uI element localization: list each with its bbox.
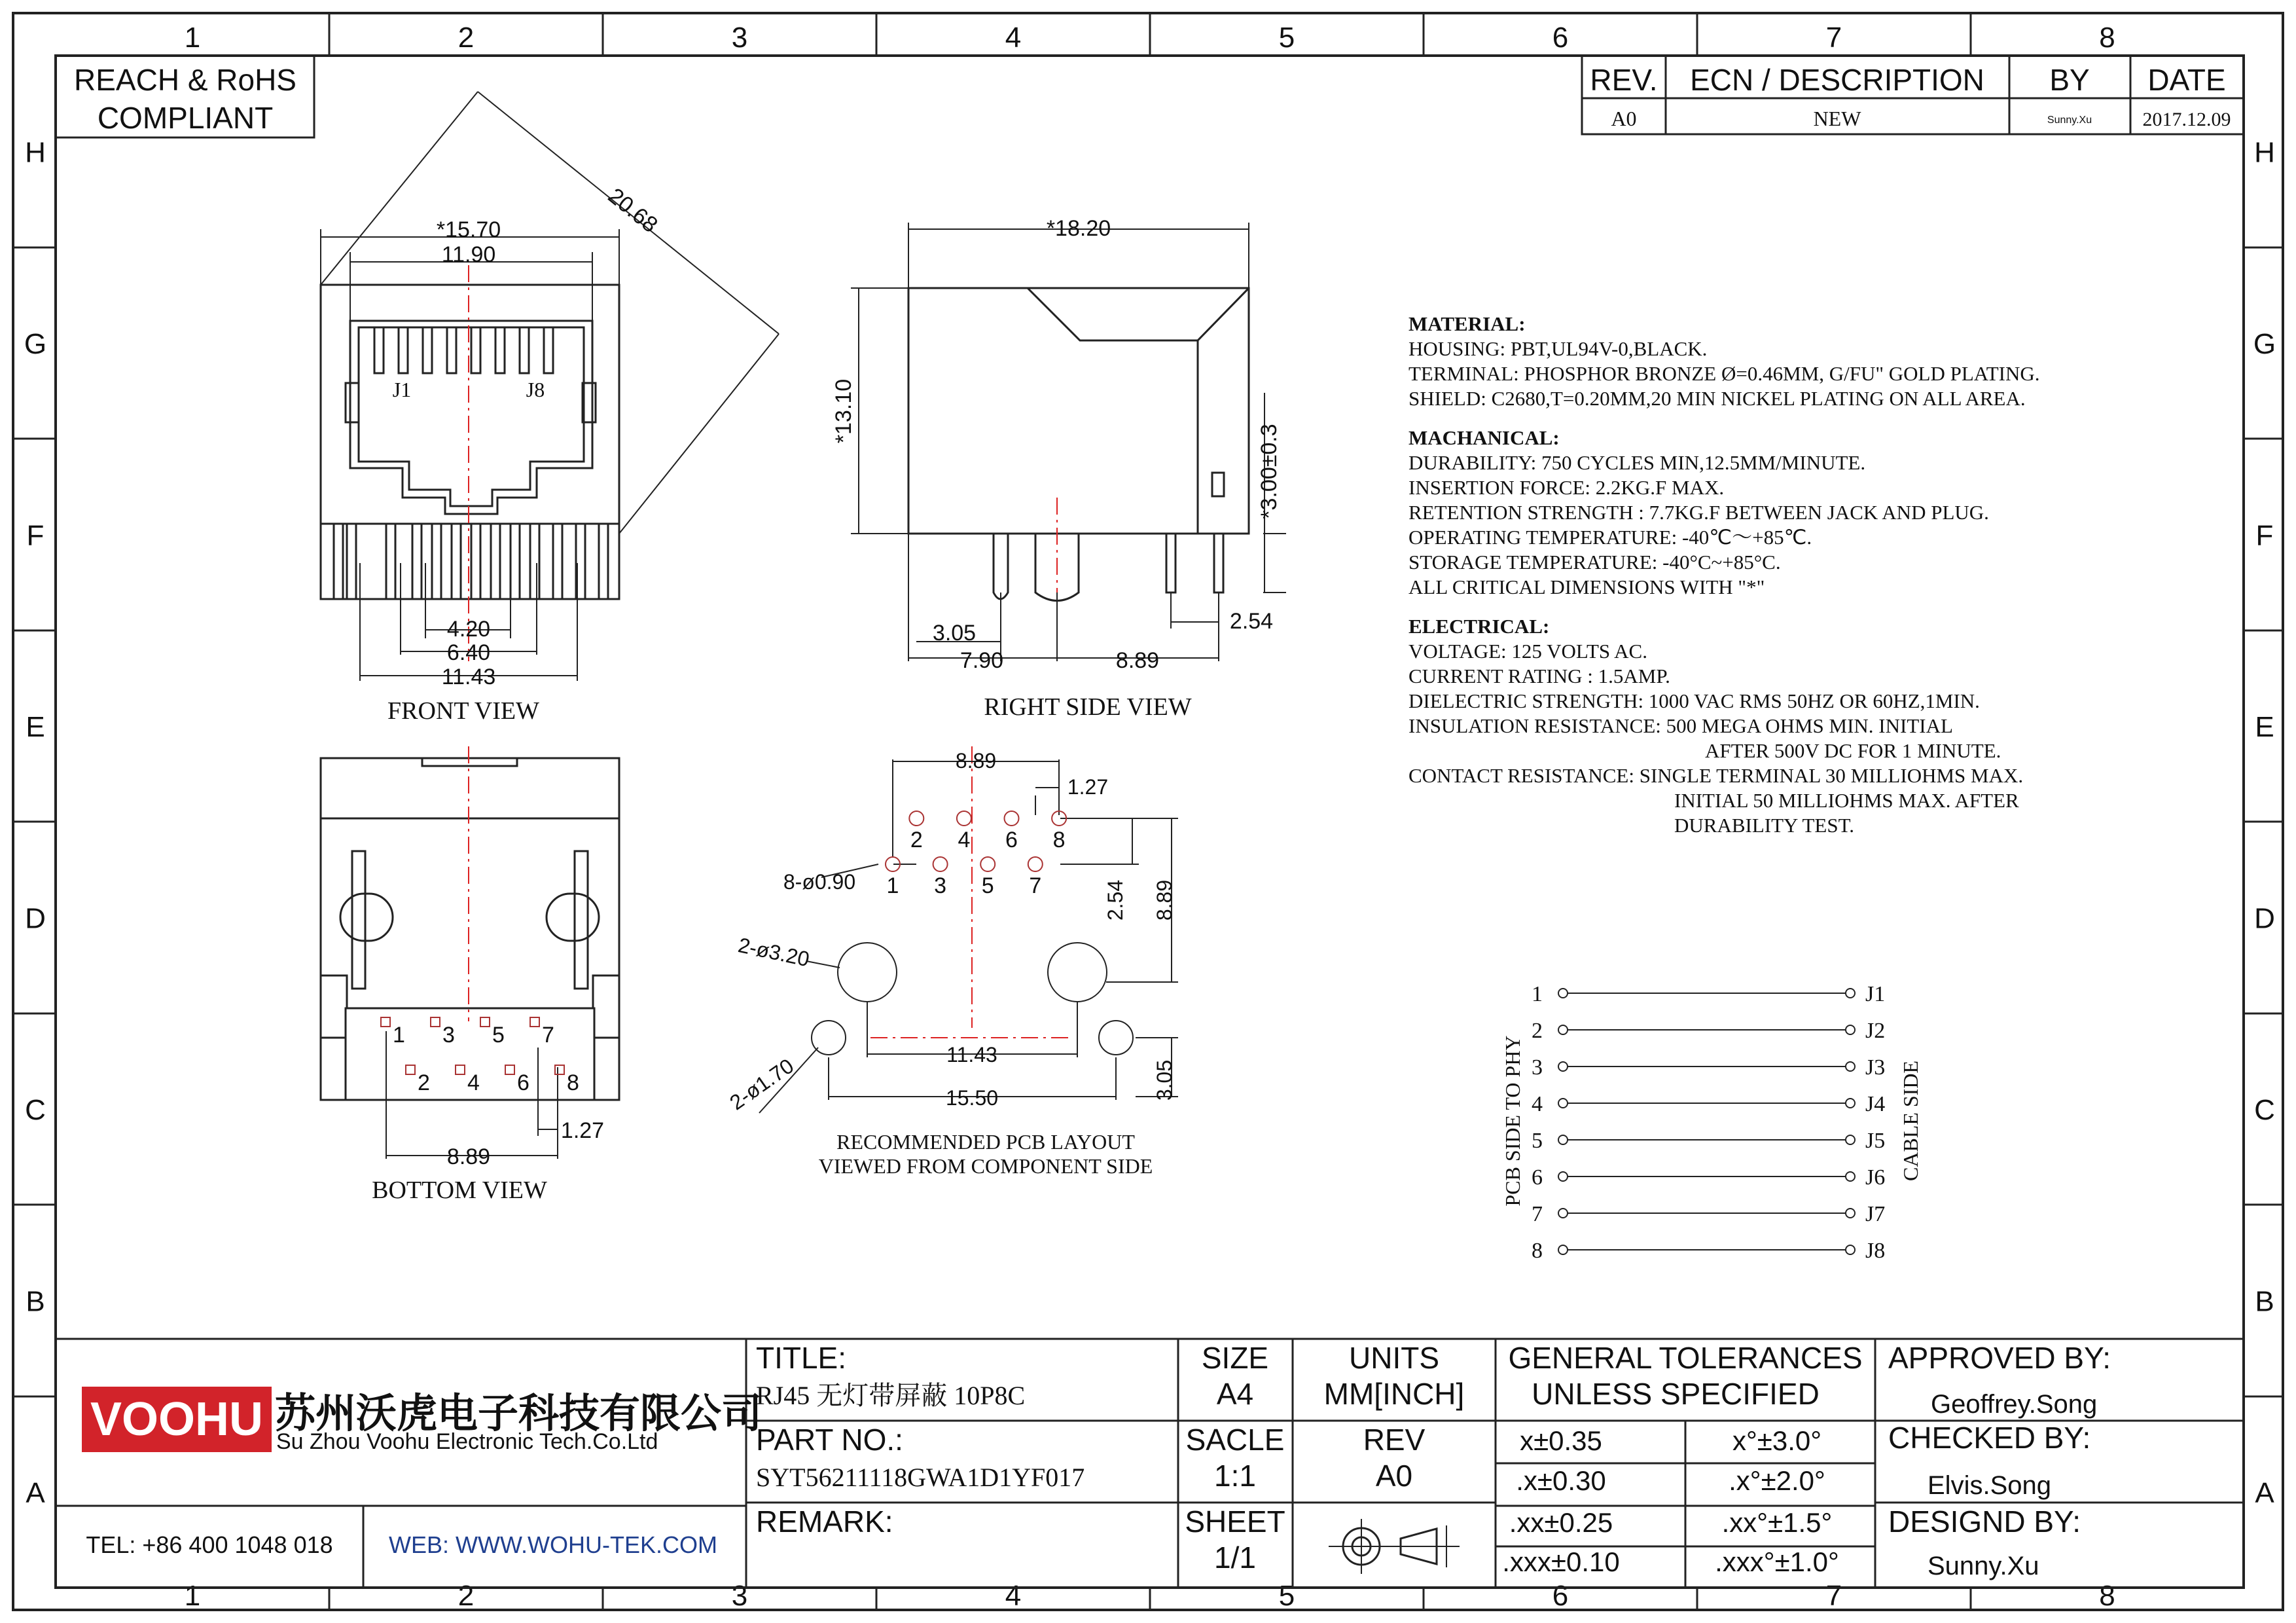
bottom-view-text xyxy=(372,1118,604,1204)
front-dim-diagonal: 20.68 xyxy=(603,183,662,238)
bottom-pin-pad xyxy=(530,1017,539,1027)
row-label-left: H xyxy=(25,136,46,169)
company-name-cn: 苏州沃虎电子科技有限公司 xyxy=(275,1391,762,1436)
notes-line: CURRENT RATING : 1.5AMP. xyxy=(1408,665,1670,687)
schematic-left-pin: 1 xyxy=(1532,982,1543,1006)
column-label-top: 1 xyxy=(184,22,201,54)
front-leg xyxy=(471,524,480,599)
notes-line: RETENTION STRENGTH : 7.7KG.F BETWEEN JACK AND PLUG. xyxy=(1408,501,1989,524)
checked-name: Elvis.Song xyxy=(1928,1471,2051,1500)
pcb-dim-v2: 3.05 xyxy=(1153,1059,1176,1101)
front-contact xyxy=(374,327,384,373)
column-label-bottom: 5 xyxy=(1278,1580,1295,1612)
row-label-right: A xyxy=(2255,1477,2274,1509)
pcb-dim-holes: 8-ø0.90 xyxy=(783,870,856,894)
date-value: 2017.12.09 xyxy=(2142,109,2231,130)
row-label-right: H xyxy=(2254,136,2275,169)
front-leg xyxy=(432,524,441,599)
schematic-right-pin: J8 xyxy=(1865,1239,1886,1263)
tolerance-angular: .x°±2.0° xyxy=(1729,1465,1825,1496)
notes-line: DURABILITY: 750 CYCLES MIN,12.5MM/MINUTE. xyxy=(1408,451,1866,474)
row-label-right: D xyxy=(2254,902,2275,935)
bottom-pin-pad xyxy=(406,1065,415,1074)
pcb-hole xyxy=(909,811,924,826)
schematic-node xyxy=(1846,1245,1855,1254)
schematic-right-pin: J6 xyxy=(1865,1165,1886,1190)
approved-label: APPROVED BY: xyxy=(1888,1341,2111,1375)
bottom-pin-number: 4 xyxy=(467,1070,480,1095)
pcb-label-line-1: RECOMMENDED PCB LAYOUT xyxy=(836,1130,1135,1154)
front-leg xyxy=(386,524,395,599)
schematic-right-pin: J5 xyxy=(1865,1129,1886,1153)
title-label: TITLE: xyxy=(756,1341,847,1375)
row-label-left: G xyxy=(24,328,47,360)
sheet-value: 1/1 xyxy=(1214,1541,1256,1575)
pin-schematic xyxy=(1532,982,1885,1263)
front-view xyxy=(321,92,779,681)
schematic-node xyxy=(1558,1135,1568,1144)
title-value: RJ45 无灯带屏蔽 10P8C xyxy=(756,1381,1026,1410)
column-label-bottom: 6 xyxy=(1552,1580,1569,1612)
front-contact xyxy=(423,327,432,373)
bottom-pin-pad xyxy=(381,1017,390,1027)
tolerance-angular: .xxx°±1.0° xyxy=(1715,1546,1839,1577)
pcb-dim-h2: 15.50 xyxy=(945,1086,999,1110)
rev-label: REV xyxy=(1363,1423,1426,1457)
side-dim-standoff: *3.00±0.3 xyxy=(1257,424,1282,519)
pcb-hole-number: 1 xyxy=(886,873,899,898)
front-view-label: FRONT VIEW xyxy=(387,697,539,725)
row-label-left: E xyxy=(26,711,45,743)
column-label-top: 4 xyxy=(1005,22,1022,54)
pcb-hole-number: 5 xyxy=(981,873,994,898)
notes-line: VOLTAGE: 125 VOLTS AC. xyxy=(1408,640,1647,663)
company-name-en: Su Zhou Voohu Electronic Tech.Co.Ltd xyxy=(276,1429,658,1454)
right-side-view xyxy=(851,223,1286,661)
designed-label: DESIGND BY: xyxy=(1888,1504,2081,1539)
tolerance-angular: x°±3.0° xyxy=(1732,1425,1822,1456)
side-dim-height: *13.10 xyxy=(831,378,856,444)
bottom-pin-number: 1 xyxy=(393,1023,405,1048)
remark-label: REMARK: xyxy=(756,1504,893,1539)
tolerance-table xyxy=(1502,1425,1839,1577)
compliance-line-2: COMPLIANT xyxy=(97,101,274,135)
front-pin-j1: J1 xyxy=(392,378,412,401)
pcb-hole-number: 7 xyxy=(1029,873,1042,898)
schematic-node xyxy=(1558,989,1568,998)
front-contact xyxy=(447,327,456,373)
rev-value: A0 xyxy=(1611,107,1637,130)
tolerance-linear: .xxx±0.10 xyxy=(1502,1546,1620,1577)
schematic-right-pin: J4 xyxy=(1865,1092,1886,1116)
tolerance-title-2: UNLESS SPECIFIED xyxy=(1532,1377,1820,1411)
column-label-top: 3 xyxy=(731,22,748,54)
bottom-pin-number: 8 xyxy=(567,1070,579,1095)
scale-label: SACLE xyxy=(1185,1423,1285,1457)
column-label-bottom: 1 xyxy=(184,1580,201,1612)
side-dim-pitch: 2.54 xyxy=(1229,609,1274,634)
date-header: DATE xyxy=(2147,63,2226,97)
title-block xyxy=(56,1339,2244,1588)
pcb-hole xyxy=(1005,811,1019,826)
row-label-left: C xyxy=(25,1094,46,1126)
schematic-left-label: PCB SIDE TO PHY xyxy=(1501,1035,1524,1207)
front-leg xyxy=(412,524,422,599)
front-leg xyxy=(511,524,520,599)
notes-line: ALL CRITICAL DIMENSIONS WITH "*" xyxy=(1408,575,1765,598)
row-label-right: E xyxy=(2255,711,2274,743)
bottom-pin-number: 6 xyxy=(517,1070,529,1095)
front-view-text xyxy=(387,183,662,725)
schematic-right-pin: J3 xyxy=(1865,1055,1886,1080)
schematic-node xyxy=(1558,1062,1568,1071)
notes-line: HOUSING: PBT,UL94V-0,BLACK. xyxy=(1408,337,1708,360)
schematic-right-pin: J1 xyxy=(1865,982,1886,1006)
schematic-left-pin: 4 xyxy=(1532,1092,1543,1116)
schematic-left-pin: 6 xyxy=(1532,1165,1543,1190)
column-label-top: 7 xyxy=(1825,22,1842,54)
tolerance-linear: x±0.35 xyxy=(1520,1425,1602,1456)
notes-section-title: ELECTRICAL: xyxy=(1408,615,1550,638)
revision-table xyxy=(1582,56,2244,134)
pcb-hole xyxy=(957,811,971,826)
schematic-node xyxy=(1846,1062,1855,1071)
pcb-dim-pitch: 1.27 xyxy=(1067,775,1109,799)
pcb-hole xyxy=(1028,857,1043,871)
row-label-left: B xyxy=(26,1285,45,1318)
title-block-text xyxy=(756,1341,2111,1580)
pcb-dim-small: 2-ø1.70 xyxy=(725,1053,798,1115)
spec-notes xyxy=(1408,312,2040,837)
front-dim-p3: 11.43 xyxy=(441,665,496,689)
schematic-right-label: CABLE SIDE xyxy=(1899,1061,1922,1181)
front-leg xyxy=(599,524,608,599)
pcb-hole-number: 4 xyxy=(958,828,971,852)
pcb-dim-big: 2-ø3.20 xyxy=(736,933,812,972)
side-dim-a: 3.05 xyxy=(932,621,977,646)
pcb-label-line-2: VIEWED FROM COMPONENT SIDE xyxy=(818,1154,1153,1178)
units-value: MM[INCH] xyxy=(1323,1377,1465,1411)
by-header: BY xyxy=(2049,63,2090,97)
front-dim-width-inner: 11.90 xyxy=(441,242,496,267)
pcb-hole-number: 6 xyxy=(1005,828,1018,852)
pcb-hole-number: 2 xyxy=(910,828,923,852)
approved-name: Geoffrey.Song xyxy=(1931,1390,2098,1419)
pcb-hole xyxy=(980,857,995,871)
bottom-pin-pad xyxy=(431,1017,440,1027)
projection-symbol xyxy=(1329,1519,1460,1574)
schematic-node xyxy=(1558,1172,1568,1181)
notes-line: DURABILITY TEST. xyxy=(1674,814,1854,837)
size-value: A4 xyxy=(1216,1377,1254,1411)
pcb-dim-v: 8.89 xyxy=(1153,879,1176,921)
bottom-dim-pitch: 1.27 xyxy=(560,1118,605,1143)
bottom-pin-pad xyxy=(480,1017,490,1027)
pcb-layout-text xyxy=(725,749,1176,1178)
schematic-left-pin: 8 xyxy=(1532,1239,1543,1263)
bottom-dim-span: 8.89 xyxy=(446,1144,491,1169)
row-label-right: G xyxy=(2253,328,2276,360)
notes-line: SHIELD: C2680,T=0.20MM,20 MIN NICKEL PLATING ON ALL AREA. xyxy=(1408,387,2026,410)
bottom-pin-pad xyxy=(505,1065,514,1074)
column-label-bottom: 8 xyxy=(2099,1580,2115,1612)
side-dim-length: *18.20 xyxy=(1046,216,1111,241)
column-label-top: 5 xyxy=(1278,22,1295,54)
rev-value-block: A0 xyxy=(1375,1459,1413,1493)
units-label: UNITS xyxy=(1349,1341,1439,1375)
schematic-node xyxy=(1846,1135,1855,1144)
tolerance-title-1: GENERAL TOLERANCES xyxy=(1508,1341,1863,1375)
side-dim-c: 8.89 xyxy=(1115,648,1160,673)
row-label-left: D xyxy=(25,902,46,935)
front-pin-j8: J8 xyxy=(526,378,545,401)
compliance-line-1: REACH & RoHS xyxy=(74,63,296,97)
tolerance-angular: .xx°±1.5° xyxy=(1721,1507,1833,1538)
front-leg xyxy=(491,524,500,599)
row-label-left: F xyxy=(26,519,45,552)
notes-line: TERMINAL: PHOSPHOR BRONZE Ø=0.46MM, G/FU" GOLD PLATING. xyxy=(1408,362,2040,385)
pcb-hole-number: 8 xyxy=(1052,828,1066,852)
front-leg xyxy=(530,524,539,599)
tel-text: TEL: +86 400 1048 018 xyxy=(86,1531,333,1558)
column-label-bottom: 7 xyxy=(1825,1580,1842,1612)
pcb-dim-h1: 11.43 xyxy=(946,1043,997,1067)
part-value: SYT56211118GWA1D1YF017 xyxy=(756,1463,1085,1492)
schematic-node xyxy=(1558,1245,1568,1254)
column-label-top: 2 xyxy=(457,22,475,54)
side-view-label: RIGHT SIDE VIEW xyxy=(984,693,1192,721)
front-leg xyxy=(347,524,356,599)
bottom-pin-number: 7 xyxy=(542,1023,554,1048)
front-leg xyxy=(452,524,461,599)
schematic-node xyxy=(1846,989,1855,998)
part-label: PART NO.: xyxy=(756,1423,903,1457)
bottom-pin-number: 3 xyxy=(442,1023,455,1048)
designed-name: Sunny.Xu xyxy=(1928,1552,2039,1580)
schematic-right-pin: J2 xyxy=(1865,1019,1886,1043)
checked-label: CHECKED BY: xyxy=(1888,1421,2091,1455)
bottom-pin-number: 5 xyxy=(492,1023,505,1048)
column-label-bottom: 4 xyxy=(1005,1580,1022,1612)
notes-line: OPERATING TEMPERATURE: -40℃～+85℃. xyxy=(1408,526,1812,549)
schematic-node xyxy=(1846,1099,1855,1108)
web-text: WEB: WWW.WOHU-TEK.COM xyxy=(389,1531,717,1558)
front-contact xyxy=(544,327,553,373)
column-label-bottom: 3 xyxy=(731,1580,748,1612)
row-label-right: F xyxy=(2255,519,2274,552)
pcb-hole xyxy=(933,857,948,871)
front-leg xyxy=(334,524,343,599)
notes-section-title: MATERIAL: xyxy=(1408,312,1526,335)
schematic-node xyxy=(1846,1172,1855,1181)
column-label-top: 8 xyxy=(2099,22,2115,54)
column-label-top: 6 xyxy=(1552,22,1569,54)
bottom-view-label: BOTTOM VIEW xyxy=(372,1176,547,1204)
by-value: Sunny.Xu xyxy=(2047,115,2092,126)
pcb-dim-row: 2.54 xyxy=(1103,879,1127,921)
front-contact xyxy=(495,327,505,373)
bottom-pin-pad xyxy=(555,1065,564,1074)
size-label: SIZE xyxy=(1201,1341,1269,1375)
front-dim-width-total: *15.70 xyxy=(436,217,501,242)
front-contact xyxy=(471,327,480,373)
schematic-node xyxy=(1846,1209,1855,1218)
ecn-value: NEW xyxy=(1813,107,1861,130)
front-contact xyxy=(399,327,408,373)
front-dim-p2: 6.40 xyxy=(446,640,491,665)
notes-line: STORAGE TEMPERATURE: -40°C~+85°C. xyxy=(1408,551,1781,574)
notes-line: DIELECTRIC STRENGTH: 1000 VAC RMS 50HZ OR 60HZ,1MIN. xyxy=(1408,689,1980,712)
schematic-left-pin: 2 xyxy=(1532,1019,1543,1043)
row-label-right: B xyxy=(2255,1285,2274,1318)
tolerance-linear: .xx±0.25 xyxy=(1509,1507,1613,1538)
rev-header: REV. xyxy=(1590,63,1658,97)
front-leg xyxy=(553,524,562,599)
front-dim-p1: 4.20 xyxy=(446,617,491,642)
bottom-view xyxy=(321,746,619,1159)
front-contact xyxy=(520,327,529,373)
notes-line: AFTER 500V DC FOR 1 MINUTE. xyxy=(1705,739,2001,762)
pcb-layout-holes xyxy=(886,811,1066,898)
logo xyxy=(82,1387,272,1452)
notes-line: CONTACT RESISTANCE: SINGLE TERMINAL 30 MILLIOHMS MAX. xyxy=(1408,764,2024,787)
schematic-node xyxy=(1558,1025,1568,1034)
row-label-left: A xyxy=(26,1477,45,1509)
notes-section-title: MACHANICAL: xyxy=(1408,426,1560,449)
side-dim-b: 7.90 xyxy=(960,648,1004,673)
pcb-hole-number: 3 xyxy=(934,873,947,898)
column-label-bottom: 2 xyxy=(457,1580,475,1612)
ecn-header: ECN / DESCRIPTION xyxy=(1690,63,1984,97)
bottom-view-pins xyxy=(381,1017,579,1095)
tolerance-linear: .x±0.30 xyxy=(1516,1465,1606,1496)
sheet-label: SHEET xyxy=(1185,1504,1285,1539)
notes-line: INSERTION FORCE: 2.2KG.F MAX. xyxy=(1408,476,1725,499)
schematic-node xyxy=(1558,1209,1568,1218)
compliance-box xyxy=(56,56,314,137)
notes-line: INSULATION RESISTANCE: 500 MEGA OHMS MIN. INITIAL xyxy=(1408,714,1953,737)
schematic-right-pin: J7 xyxy=(1865,1202,1886,1226)
pcb-dim-top: 8.89 xyxy=(955,749,997,773)
schematic-left-pin: 5 xyxy=(1532,1129,1543,1153)
schematic-node xyxy=(1846,1025,1855,1034)
bottom-pin-pad xyxy=(456,1065,465,1074)
schematic-node xyxy=(1558,1099,1568,1108)
logo-text: VOOHU xyxy=(90,1393,264,1446)
bottom-pin-number: 2 xyxy=(418,1070,430,1095)
scale-value: 1:1 xyxy=(1214,1459,1256,1493)
row-label-right: C xyxy=(2254,1094,2275,1126)
schematic-left-pin: 3 xyxy=(1532,1055,1543,1080)
notes-line: INITIAL 50 MILLIOHMS MAX. AFTER xyxy=(1674,789,2019,812)
schematic-left-pin: 7 xyxy=(1532,1202,1543,1226)
